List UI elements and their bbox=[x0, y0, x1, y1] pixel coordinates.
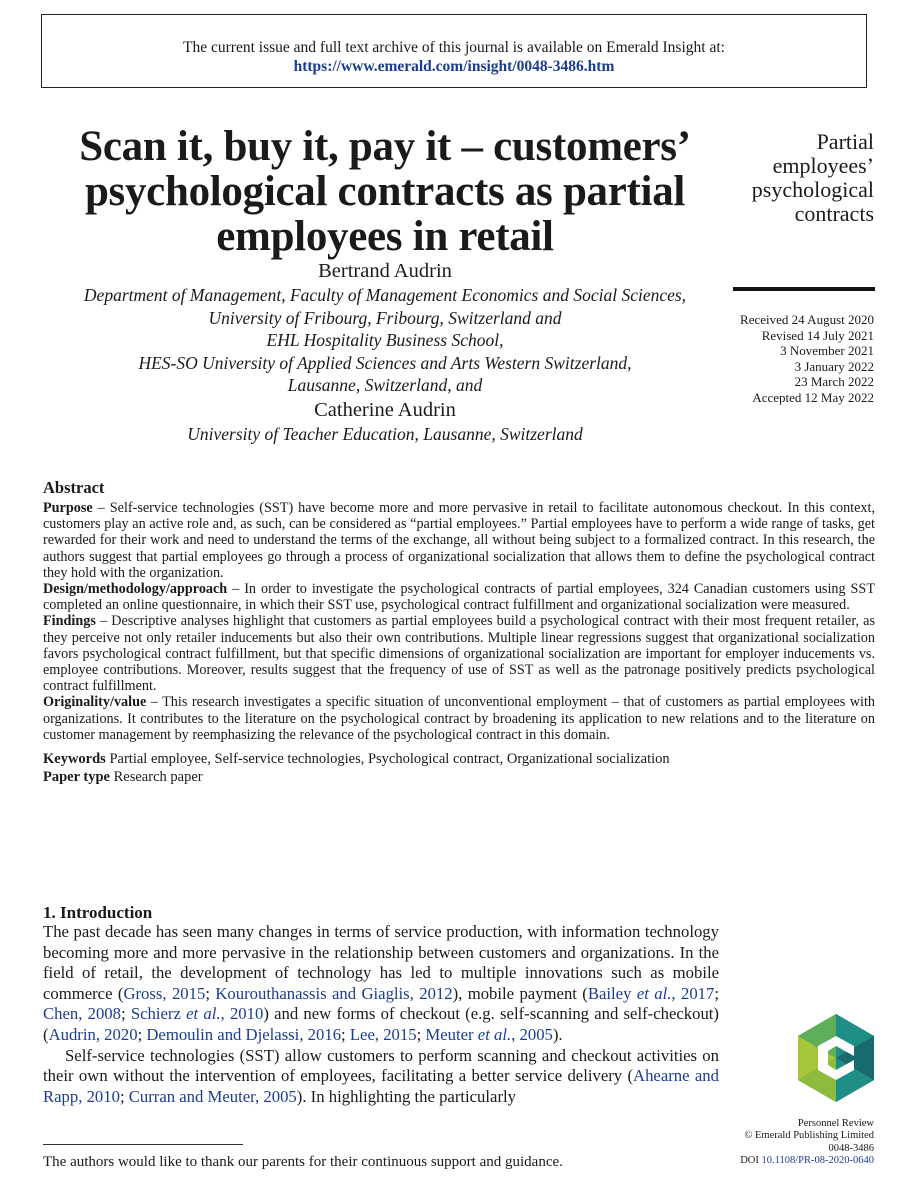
body-text: ; bbox=[341, 1024, 350, 1044]
keywords bbox=[43, 750, 875, 768]
author-affiliation: Department of Management, Faculty of Management Economics and Social Sciences, bbox=[83, 285, 687, 305]
citation-author: Meuter bbox=[425, 1024, 478, 1044]
author-affiliation: University of Teacher Education, Lausanne, Switzerland bbox=[187, 423, 583, 444]
body-text: ; bbox=[714, 983, 719, 1003]
citation-etal: et al. bbox=[477, 1024, 512, 1044]
title-line-2: psychological contracts as partial bbox=[84, 168, 686, 215]
author-affiliation: HES-SO University of Applied Sciences and Arts Western Switzerland, bbox=[138, 352, 632, 373]
section-heading: 1. Introduction bbox=[43, 903, 153, 922]
abstract-heading: Abstract bbox=[43, 478, 105, 497]
doi-label: DOI bbox=[740, 1154, 762, 1166]
originality-text: – This research investigates a specific situation of unconventional employment – that of customers as partial employees with organizations. It contributes to the literature on the psychological contract by broadening its application to new relations and to the literature on customer management by reemphasizing the relevance of the psychological contract in this domain. bbox=[43, 694, 875, 743]
author-block bbox=[40, 258, 730, 445]
abstract-findings bbox=[43, 613, 875, 694]
design-text: – In order to investigate the psychological contracts of partial employees, 324 Canadian customers using SST completed an online questionnaire, in which their SST use, psychological contract fulfillment and organizational socialization were measured. bbox=[43, 581, 875, 614]
date-received: Received 24 August 2020 bbox=[740, 312, 874, 327]
running-head-line: Partial bbox=[816, 129, 874, 154]
abstract-originality bbox=[43, 694, 875, 743]
citation-author: Schierz bbox=[130, 1004, 187, 1024]
abstract bbox=[43, 478, 875, 786]
body-text: ; bbox=[119, 1086, 129, 1106]
abstract-purpose bbox=[43, 500, 875, 581]
title-line-1: Scan it, buy it, pay it – customers’ bbox=[79, 123, 691, 170]
citation-year: , 2005 bbox=[511, 1024, 553, 1044]
journal-issn: 0048-3486 bbox=[828, 1142, 874, 1154]
running-head-line: contracts bbox=[794, 201, 874, 226]
sidebar-rule bbox=[733, 287, 875, 291]
purpose-label: Purpose bbox=[43, 500, 93, 516]
citation-author: Bailey bbox=[587, 983, 637, 1003]
citation-link[interactable] bbox=[131, 1004, 263, 1023]
date-revised: 3 November 2021 bbox=[780, 343, 874, 358]
author-name: Bertrand Audrin bbox=[318, 260, 452, 282]
intro-paragraph-1 bbox=[43, 922, 719, 1046]
article-title bbox=[40, 124, 730, 259]
doi-link[interactable]: 10.1108/PR-08-2020-0640 bbox=[761, 1154, 874, 1166]
citation-link[interactable] bbox=[425, 1025, 552, 1044]
citation-etal: et al. bbox=[186, 1004, 221, 1024]
body-text: ) and new forms of checkout (e.g. self-scanning and self-checkout) ( bbox=[43, 1004, 719, 1044]
originality-label: Originality/value bbox=[43, 694, 147, 711]
date-revised: Revised 14 July 2021 bbox=[761, 327, 874, 343]
citation-etal: et al. bbox=[636, 983, 672, 1003]
citation-link[interactable]: Curran and Meuter, 2005 bbox=[128, 1086, 297, 1106]
journal-doi bbox=[730, 1155, 874, 1167]
submission-dates bbox=[730, 312, 874, 405]
journal-name: Personnel Review bbox=[797, 1118, 874, 1129]
running-head bbox=[730, 130, 874, 226]
date-accepted: Accepted 12 May 2022 bbox=[752, 389, 874, 405]
citation-link[interactable]: Lee, 2015 bbox=[349, 1024, 417, 1044]
purpose-text: – Self-service technologies (SST) have become more and more pervasive in retail to facilitate autonomous checkout. In this context, customers play an active role and, as such, can be considered as “partial employees.” Partial employees have to perform a wide range of tasks, get rewarded for their work and need to understand the terms of the exchange, all without being subject to a formalized contract. In this research, the authors suggest that partial employees go through a process of organizational socialization that allows them to define the psychological contract they hold with the organization. bbox=[43, 500, 875, 581]
citation-link[interactable] bbox=[588, 984, 714, 1003]
intro-paragraph-2 bbox=[43, 1046, 719, 1108]
footnote-rule bbox=[43, 1144, 243, 1145]
title-line-3: employees in retail bbox=[216, 213, 554, 260]
running-head-line: employees’ bbox=[772, 153, 874, 178]
body-text: ; bbox=[137, 1024, 147, 1044]
body-text: ; bbox=[205, 983, 216, 1003]
journal-info bbox=[730, 1118, 874, 1167]
banner-text: The current issue and full text archive of this journal is available on Emerald Insight at: bbox=[183, 39, 725, 56]
journal-banner bbox=[41, 14, 867, 88]
introduction-section bbox=[43, 903, 719, 1107]
author-affiliation: University of Fribourg, Fribourg, Switzerland and bbox=[208, 307, 562, 328]
citation-link[interactable]: Ahearne and Rapp, 2010 bbox=[43, 1066, 719, 1106]
paper-type-text: Research paper bbox=[110, 769, 203, 786]
design-label: Design/methodology/approach bbox=[43, 581, 228, 598]
findings-label: Findings bbox=[43, 613, 96, 630]
citation-link[interactable]: Chen, 2008 bbox=[43, 1004, 121, 1024]
acknowledgement-footnote: The authors would like to thank our parents for their continuous support and guidance. bbox=[43, 1154, 563, 1170]
citation-year: , 2010 bbox=[220, 1004, 264, 1024]
date-revised: 23 March 2022 bbox=[794, 374, 874, 389]
running-head-line: psychological bbox=[751, 177, 874, 202]
body-text: The past decade has seen many changes in terms of service production, with information technology becoming more and more pervasive in the relationship between customers and organizations. In the field of retail, the development of technology has led to multiple innovations such as mobile commerce ( bbox=[43, 922, 719, 1003]
keywords-label: Keywords bbox=[43, 751, 106, 768]
citation-link[interactable]: Kourouthanassis and Giaglis, 2012 bbox=[215, 983, 453, 1003]
citation-link[interactable]: Demoulin and Djelassi, 2016 bbox=[146, 1024, 342, 1044]
date-revised: 3 January 2022 bbox=[794, 358, 874, 374]
citation-link[interactable]: Gross, 2015 bbox=[123, 983, 206, 1003]
body-text: ), mobile payment ( bbox=[452, 983, 588, 1003]
author-name: Catherine Audrin bbox=[314, 398, 456, 421]
body-text: ). In highlighting the particularly bbox=[296, 1086, 516, 1106]
banner-url-link[interactable]: https://www.emerald.com/insight/0048-3486.htm bbox=[293, 58, 615, 75]
paper-type-label: Paper type bbox=[43, 769, 110, 786]
author-affiliation: Lausanne, Switzerland, and bbox=[287, 375, 483, 395]
body-text: ). bbox=[552, 1024, 563, 1044]
citation-link[interactable]: Audrin, 2020 bbox=[48, 1024, 138, 1044]
abstract-design bbox=[43, 581, 875, 613]
body-text: ; bbox=[416, 1024, 426, 1044]
findings-text: – Descriptive analyses highlight that customers as partial employees build a psychological contract with their most frequent retailer, as they perceive not only retailer inducements but also their own contributions. Multiple linear regressions suggest that organizational socialization favors psychological contract fulfillment, but that specific dimensions of organizational socialization are important for employer inducements vs. employee contributions. Moreover, results suggest that the frequency of use of SST as well as the patronage positively predicts psychological contract fulfillment. bbox=[43, 613, 875, 695]
keywords-text: Partial employee, Self-service technologies, Psychological contract, Organizational socialization bbox=[105, 751, 670, 768]
paper-type bbox=[43, 768, 875, 786]
body-text: ; bbox=[121, 1004, 131, 1024]
journal-publisher: © Emerald Publishing Limited bbox=[744, 1130, 874, 1142]
body-text: Self-service technologies (SST) allow customers to perform scanning and checkout activities on their own without the intervention of employees, facilitating a better service delivery ( bbox=[43, 1045, 719, 1086]
citation-year: , 2017 bbox=[671, 983, 715, 1003]
author-affiliation: EHL Hospitality Business School, bbox=[266, 330, 504, 350]
emerald-logo-icon bbox=[796, 1012, 876, 1104]
